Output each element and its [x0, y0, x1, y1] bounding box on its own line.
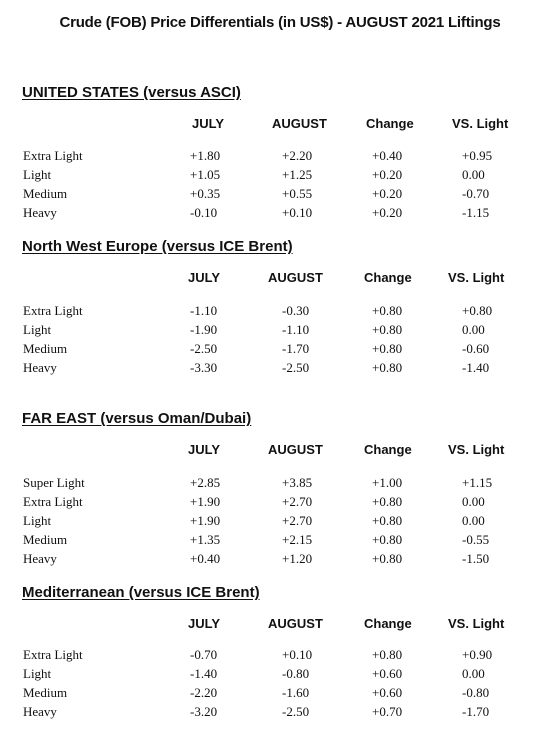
vs-light-value: 0.00 [462, 494, 485, 509]
august-value: +0.10 [282, 205, 313, 220]
table-row [0, 360, 560, 379]
table-row [0, 685, 560, 704]
vs-light-value: 0.00 [462, 513, 485, 528]
change-value: +0.80 [372, 513, 403, 528]
grade-label: Heavy [23, 360, 57, 375]
july-value: +1.90 [190, 494, 221, 509]
table-row [0, 513, 560, 532]
col-head-august: AUGUST [268, 442, 323, 457]
grade-label: Heavy [23, 704, 57, 719]
august-value: -0.80 [282, 666, 310, 681]
change-value: +0.80 [372, 322, 403, 337]
table-row [0, 341, 560, 360]
august-value: +0.10 [282, 647, 313, 662]
table-row [0, 303, 560, 322]
page-title: Crude (FOB) Price Differentials (in US$) - AUGUST 2021 Liftings [59, 14, 501, 31]
vs-light-value: 0.00 [462, 666, 485, 681]
vs-light-value: -0.55 [462, 532, 490, 547]
july-value: +1.35 [190, 532, 221, 547]
table-row [0, 704, 560, 723]
col-head-change: Change [364, 442, 412, 457]
july-value: +0.40 [190, 551, 221, 566]
vs-light-value: -1.50 [462, 551, 490, 566]
section-title: UNITED STATES (versus ASCI) [22, 84, 241, 101]
grade-label: Extra Light [23, 494, 83, 509]
col-head-change: Change [366, 116, 414, 131]
july-value: +1.90 [190, 513, 221, 528]
change-value: +0.70 [372, 704, 403, 719]
section-title: North West Europe (versus ICE Brent) [22, 238, 293, 255]
change-value: +0.40 [372, 148, 403, 163]
july-value: -2.50 [190, 341, 218, 356]
table-row [0, 666, 560, 685]
july-value: -1.10 [190, 303, 218, 318]
august-value: +1.25 [282, 167, 313, 182]
change-value: +0.20 [372, 167, 403, 182]
august-value: +2.70 [282, 513, 313, 528]
august-value: +2.70 [282, 494, 313, 509]
august-value: +1.20 [282, 551, 313, 566]
grade-label: Heavy [23, 551, 57, 566]
col-head-august: AUGUST [272, 116, 327, 131]
grade-label: Heavy [23, 205, 57, 220]
vs-light-value: -0.60 [462, 341, 490, 356]
col-head-july: JULY [192, 116, 225, 131]
col-head-change: Change [364, 616, 412, 631]
august-value: -1.70 [282, 341, 310, 356]
col-head-july: JULY [188, 442, 221, 457]
grade-label: Light [23, 167, 52, 182]
grade-label: Medium [23, 186, 68, 201]
change-value: +0.80 [372, 532, 403, 547]
august-value: -0.30 [282, 303, 310, 318]
july-value: -0.10 [190, 205, 218, 220]
table-row [0, 167, 560, 186]
august-value: +0.55 [282, 186, 313, 201]
change-value: +0.60 [372, 685, 403, 700]
august-value: +2.20 [282, 148, 313, 163]
july-value: -2.20 [190, 685, 218, 700]
table-row [0, 205, 560, 224]
grade-label: Extra Light [23, 303, 83, 318]
grade-label: Extra Light [23, 647, 83, 662]
change-value: +0.20 [372, 186, 403, 201]
table-row [0, 494, 560, 513]
vs-light-value: 0.00 [462, 167, 485, 182]
grade-label: Extra Light [23, 148, 83, 163]
section-title: FAR EAST (versus Oman/Dubai) [22, 410, 252, 427]
august-value: +3.85 [282, 475, 313, 490]
july-value: -3.20 [190, 704, 218, 719]
table-row [0, 322, 560, 341]
vs-light-value: -1.40 [462, 360, 490, 375]
change-value: +0.60 [372, 666, 403, 681]
col-head-july: JULY [188, 616, 221, 631]
vs-light-value: +1.15 [462, 475, 493, 490]
table-row [0, 475, 560, 494]
col-head-vs-light: VS. Light [448, 442, 505, 457]
change-value: +0.80 [372, 647, 403, 662]
change-value: +0.80 [372, 551, 403, 566]
col-head-vs-light: VS. Light [452, 116, 509, 131]
july-value: -0.70 [190, 647, 218, 662]
col-head-vs-light: VS. Light [448, 616, 505, 631]
change-value: +0.20 [372, 205, 403, 220]
vs-light-value: +0.90 [462, 647, 493, 662]
july-value: +2.85 [190, 475, 221, 490]
july-value: -1.40 [190, 666, 218, 681]
change-value: +1.00 [372, 475, 403, 490]
col-head-vs-light: VS. Light [448, 270, 505, 285]
vs-light-value: +0.95 [462, 148, 493, 163]
table-row [0, 647, 560, 666]
grade-label: Medium [23, 341, 68, 356]
change-value: +0.80 [372, 303, 403, 318]
august-value: -1.60 [282, 685, 310, 700]
grade-label: Medium [23, 532, 68, 547]
table-row [0, 148, 560, 167]
august-value: +2.15 [282, 532, 313, 547]
section-title: Mediterranean (versus ICE Brent) [22, 584, 260, 601]
col-head-change: Change [364, 270, 412, 285]
august-value: -2.50 [282, 704, 310, 719]
vs-light-value: -1.70 [462, 704, 490, 719]
vs-light-value: 0.00 [462, 322, 485, 337]
table-row [0, 186, 560, 205]
grade-label: Super Light [23, 475, 85, 490]
col-head-august: AUGUST [268, 616, 323, 631]
august-value: -2.50 [282, 360, 310, 375]
august-value: -1.10 [282, 322, 310, 337]
col-head-july: JULY [188, 270, 221, 285]
vs-light-value: -0.70 [462, 186, 490, 201]
change-value: +0.80 [372, 494, 403, 509]
july-value: +1.05 [190, 167, 221, 182]
table-row [0, 551, 560, 570]
grade-label: Light [23, 513, 52, 528]
grade-label: Medium [23, 685, 68, 700]
change-value: +0.80 [372, 360, 403, 375]
july-value: -3.30 [190, 360, 218, 375]
vs-light-value: -0.80 [462, 685, 490, 700]
table-row [0, 532, 560, 551]
july-value: +1.80 [190, 148, 221, 163]
change-value: +0.80 [372, 341, 403, 356]
vs-light-value: +0.80 [462, 303, 493, 318]
july-value: +0.35 [190, 186, 221, 201]
july-value: -1.90 [190, 322, 218, 337]
grade-label: Light [23, 666, 52, 681]
vs-light-value: -1.15 [462, 205, 490, 220]
col-head-august: AUGUST [268, 270, 323, 285]
grade-label: Light [23, 322, 52, 337]
